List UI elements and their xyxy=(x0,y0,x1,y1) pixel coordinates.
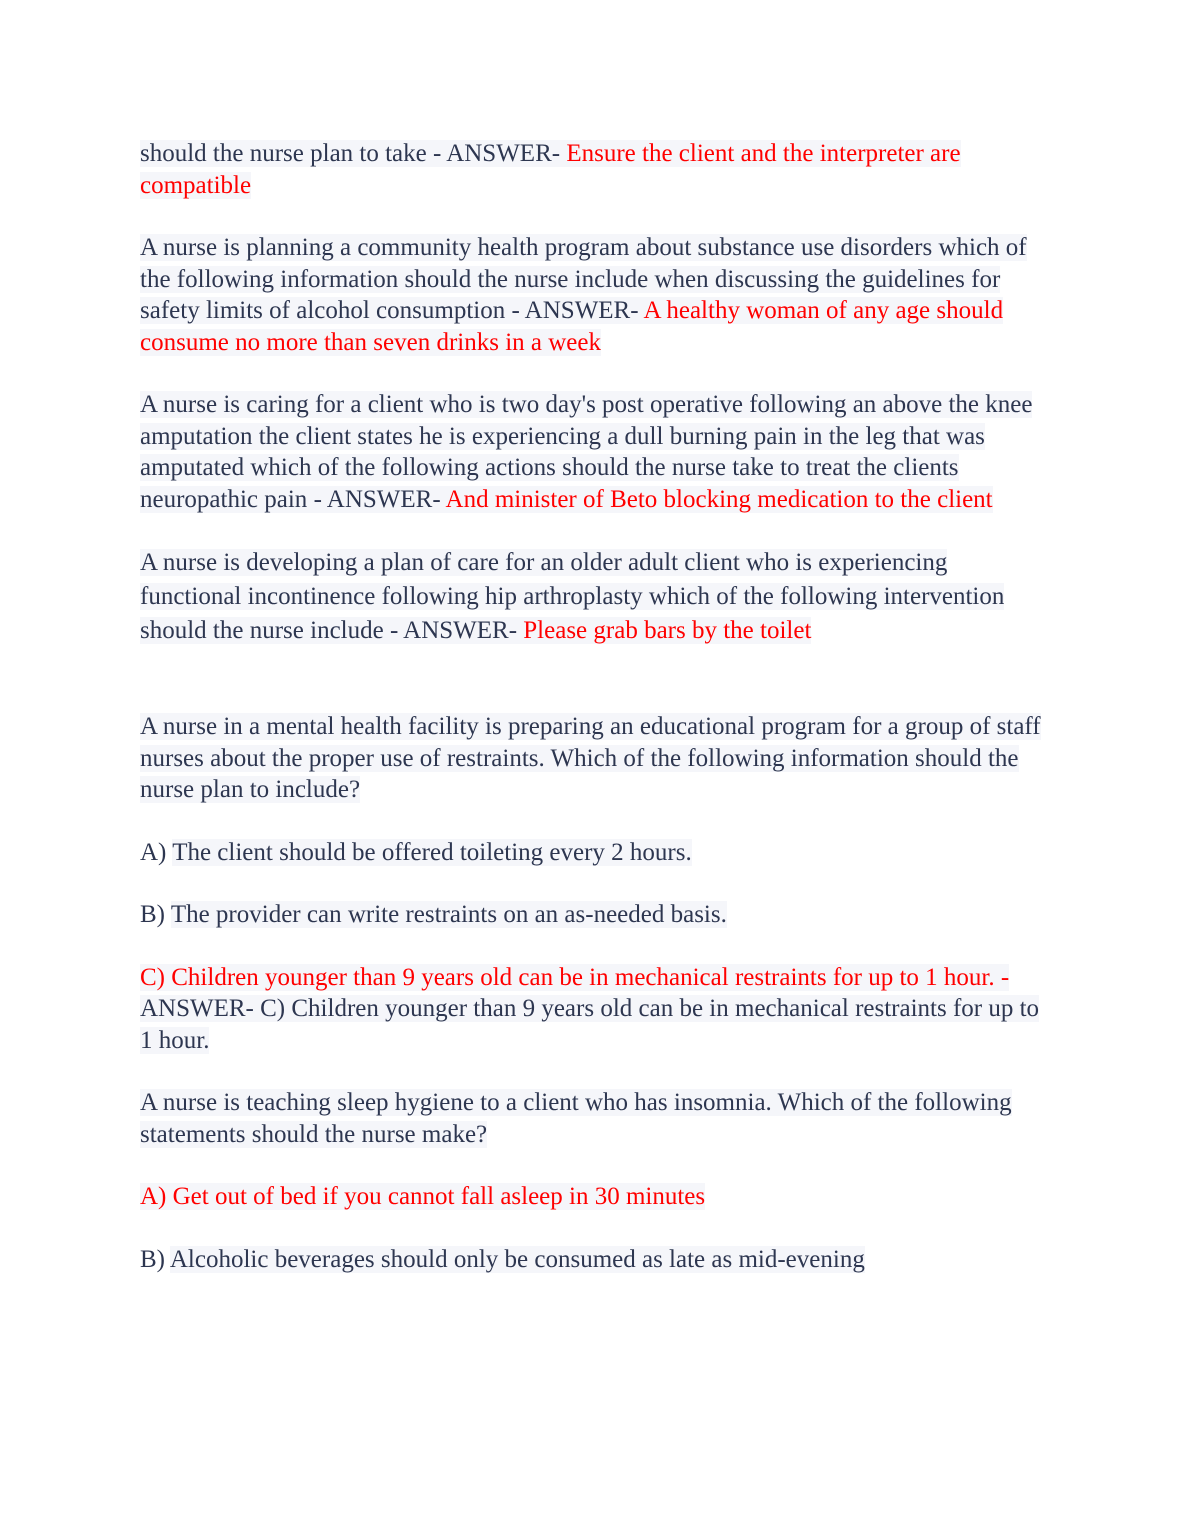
question-text: A nurse is developing a plan of care for an older adult client who is experiencing functional incontinence following hip arthroplasty which of the following intervention should the nurse include xyxy=(140,549,1005,644)
restraints-option-b xyxy=(140,899,1045,931)
qa-block-1 xyxy=(140,138,1045,201)
answer-separator: - ANSWER- xyxy=(505,297,644,324)
answer-text: And minister of Beto blocking medication to the client xyxy=(445,485,993,513)
question-text: A nurse in a mental health facility is preparing an educational program for a group of staff nurses about the proper use of restraints. Which of the following information should the nurse plan to include? xyxy=(140,713,1041,803)
answer-text: ANSWER- C) Children younger than 9 years old can be in mechanical restraints for up to 1 hour. xyxy=(140,995,1040,1054)
option-letter: B) xyxy=(140,901,171,928)
restraints-option-c xyxy=(140,962,1045,1057)
question-text: A nurse is caring for a client who is two day's post operative following an above the knee amputation the client states he is experiencing a dull burning pain in the leg that was amputated which of the following actions should the nurse take to treat the clients neuropathic pain xyxy=(140,391,1033,513)
question-text: A nurse is teaching sleep hygiene to a client who has insomnia. Which of the following statements should the nurse make? xyxy=(140,1089,1012,1148)
option-letter: B) xyxy=(140,1245,170,1273)
restraints-option-a xyxy=(140,837,1045,869)
answer-text: Ensure the client and the interpreter are compatible xyxy=(140,140,961,199)
option-text: Alcoholic beverages should only be consumed as late as mid-evening xyxy=(169,1245,865,1273)
sleep-option-b xyxy=(140,1244,1045,1276)
question-text: A nurse is planning a community health program about substance use disorders which of the following information should the nurse include when discussing the guidelines for safety limits of alcohol consumption xyxy=(140,234,1027,324)
question-text: should the nurse plan to take xyxy=(140,140,427,167)
qa-block-3 xyxy=(140,389,1045,515)
document-page xyxy=(140,138,1045,1275)
option-text: The client should be offered toileting every 2 hours. xyxy=(172,838,692,866)
sleep-question xyxy=(140,1087,1045,1150)
answer-separator: - ANSWER- xyxy=(307,485,446,513)
restraints-question xyxy=(140,711,1045,806)
answer-separator: - ANSWER- xyxy=(383,617,524,644)
sleep-option-a xyxy=(140,1181,1045,1213)
correct-option-text: A) Get out of bed if you cannot fall asleep in 30 minutes xyxy=(140,1183,706,1210)
answer-text: A healthy woman of any age should consume no more than seven drinks in a week xyxy=(140,297,1004,356)
qa-block-2 xyxy=(140,232,1045,358)
answer-separator: - ANSWER- xyxy=(426,140,567,167)
correct-option-text: C) Children younger than 9 years old can be in mechanical restraints for up to 1 hour. - xyxy=(140,963,1010,991)
answer-text: Please grab bars by the toilet xyxy=(523,617,812,644)
qa-block-4 xyxy=(140,546,1045,648)
option-letter: A) xyxy=(140,838,173,866)
option-text: The provider can write restraints on an as-needed basis. xyxy=(170,901,727,928)
